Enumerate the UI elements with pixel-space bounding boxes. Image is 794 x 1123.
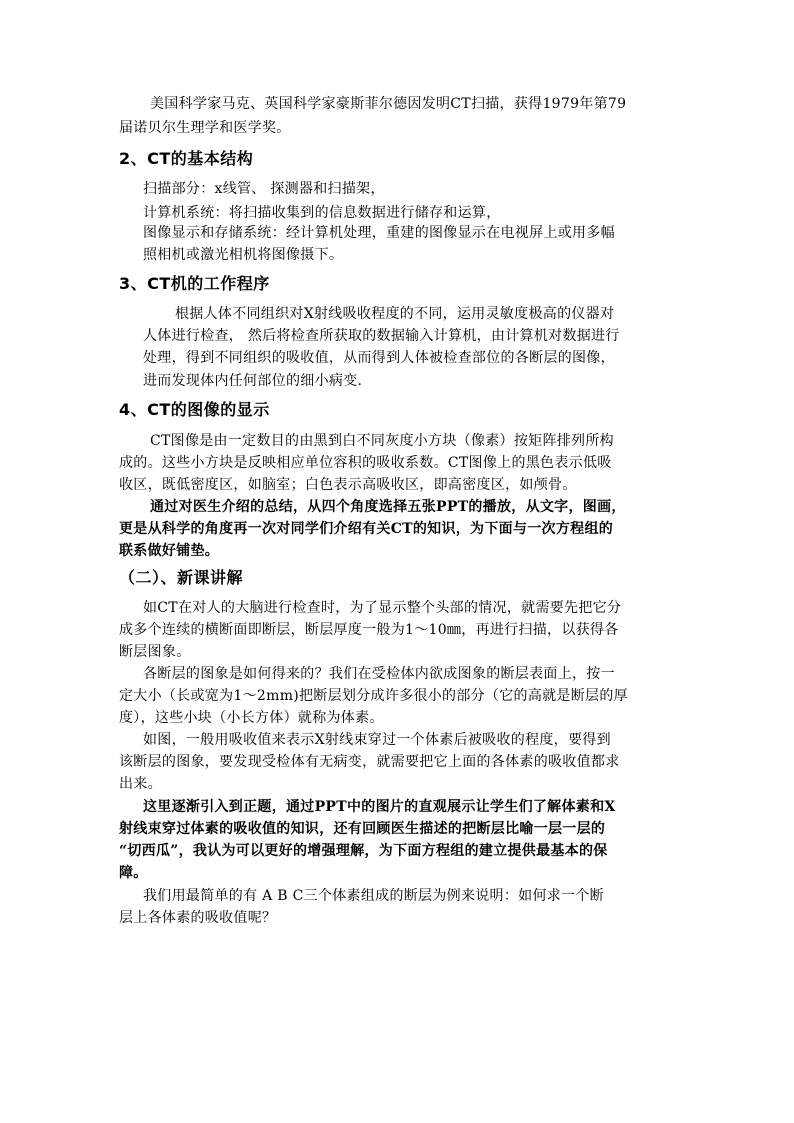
section-4-heading: 4、CT的图像的显示: [119, 400, 270, 419]
new-lesson-p3-line-1: 如图，一般用吸收值来表示X射线束穿过一个体素后被吸收的程度，要得到: [143, 732, 611, 748]
section-3-line-3: 处理，得到不同组织的吸收值，从而得到人体被检查部位的各断层的图像，: [143, 350, 615, 366]
section-2-line-3: 图像显示和存储系统：经计算机处理，重建的图像显示在电视屏上或用多幅: [143, 225, 615, 241]
new-lesson-bold-line-3: “切西瓜”，我认为可以更好的增强理解，为下面方程组的建立提供最基本的保: [119, 843, 608, 859]
intro-line-2: 届诺贝尔生理学和医学奖。: [119, 120, 291, 136]
section-3-line-2: 人体进行检查， 然后将检查所获取的数据输入计算机，由计算机对数据进行: [143, 328, 620, 344]
new-lesson-p3-line-2: 该断层的图象，要发现受检体有无病变，就需要把它上面的各体素的吸收值都求: [119, 754, 620, 770]
new-lesson-p1-line-3: 断层图象。: [119, 644, 191, 660]
section-3-heading: 3、CT机的工作程序: [119, 274, 270, 293]
new-lesson-bold-line-2: 射线束穿过体素的吸收值的知识，还有回顾医生描述的把断层比喻一层一层的: [119, 821, 606, 837]
section-2-line-4: 照相机或激光相机将图像摄下。: [143, 247, 344, 263]
new-lesson-bold-line-1: 这里逐渐引入到正题，通过PPT中的图片的直观展示让学生们了解体素和X: [143, 799, 616, 815]
section-2-line-2: 计算机系统：将扫描收集到的信息数据进行储存和运算，: [143, 205, 501, 221]
new-lesson-heading: （二）、新课讲解: [119, 568, 244, 587]
section-3-line-1: 根据人体不同组织对X射线吸收程度的不同，运用灵敏度极高的仪器对: [175, 306, 615, 322]
new-lesson-p2-line-3: 度），这些小块（小长方体）就称为体素。: [119, 710, 384, 726]
section-4-line-1: CT图像是由一定数目的由黑到白不同灰度小方块（像素）按矩阵排列所构: [150, 433, 614, 449]
new-lesson-p4-line-1: 我们用最简单的有 A B C三个体素组成的断层为例来说明：如何求一个断: [143, 888, 604, 904]
new-lesson-p1-line-2: 成多个连续的横断面即断层，断层厚度一般为1～10㎜，再进行扫描，以获得各: [119, 622, 619, 638]
new-lesson-p4-line-2: 层上各体素的吸收值呢？: [119, 910, 277, 926]
section-4-bold-line-3: 联系做好铺垫。: [119, 543, 220, 559]
intro-line-1: 美国科学家马克、英国科学家豪斯菲尔德因发明CT扫描，获得1979年第79: [150, 96, 627, 112]
new-lesson-bold-line-4: 障。: [119, 865, 148, 881]
section-4-line-2: 成的。这些小方块是反映相应单位容积的吸收系数。CT图像上的黑色表示低吸: [119, 455, 612, 471]
section-2-line-1: 扫描部分：x线管、 探测器和扫描架，: [143, 181, 385, 197]
section-4-line-3: 收区，既低密度区，如脑室；白色表示高吸收区，即高密度区，如颅骨。: [119, 477, 577, 493]
section-4-bold-line-2: 更是从科学的角度再一次对同学们介绍有关CT的知识，为下面与一次方程组的: [119, 521, 614, 537]
section-4-bold-line-1: 通过对医生介绍的总结，从四个角度选择五张PPT的播放，从文字，图画，: [150, 499, 626, 515]
section-3-line-4: 进而发现体内任何部位的细小病变.: [143, 373, 363, 389]
new-lesson-p3-line-3: 出来。: [119, 776, 162, 792]
new-lesson-p2-line-2: 定大小（长或宽为1～2mm)把断层划分成许多很小的部分（它的高就是断层的厚: [119, 688, 628, 704]
section-2-heading: 2、CT的基本结构: [119, 149, 254, 168]
new-lesson-p2-line-1: 各断层的图象是如何得来的？我们在受检体内欲成图象的断层表面上，按一: [143, 666, 615, 682]
new-lesson-p1-line-1: 如CT在对人的大脑进行检查时，为了显示整个头部的情况，就需要先把它分: [143, 600, 622, 616]
